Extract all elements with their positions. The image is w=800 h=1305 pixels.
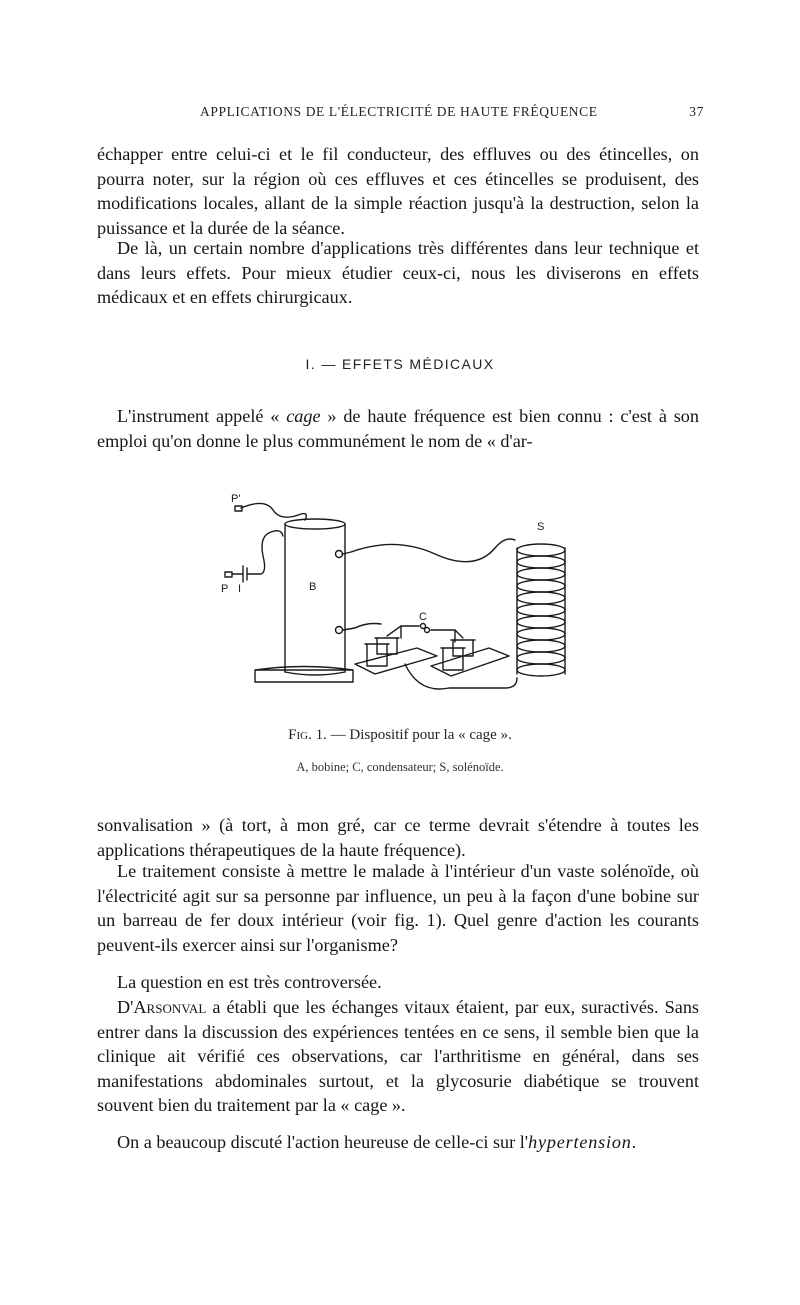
instrument-text-italic: cage — [286, 406, 321, 426]
paragraph-applications-text: De là, un certain nombre d'applications très différentes dans leur technique et dans leurs effets. Pour mieux étudier ceux-ci, nous les diviserons en effets médicaux et en effets chirurgicaux. — [97, 238, 699, 308]
wire-bottom-to-condenser — [343, 624, 381, 631]
paragraph-applications — [97, 236, 699, 310]
figure-cage-apparatus — [205, 488, 595, 708]
figure-legend: A, bobine; C, condensateur; S, solénoïde. — [296, 760, 504, 774]
author-name: D'Arsonval — [117, 997, 207, 1017]
wire-condenser-to-solenoid — [405, 664, 517, 689]
figure-caption-text: — Dispositif pour la « cage ». — [326, 727, 512, 743]
coil-top — [285, 519, 345, 529]
figure-caption — [0, 727, 800, 744]
running-header-title: APPLICATIONS DE L'ÉLECTRICITÉ DE HAUTE FRÉQUENCE — [200, 104, 598, 119]
solenoid-coil — [517, 544, 565, 676]
p-terminal — [225, 572, 232, 577]
p-prime-wire — [241, 503, 306, 520]
page-number: 37 — [689, 104, 704, 119]
label-p-prime: P' — [231, 493, 241, 505]
hypertension-text-after: . — [631, 1132, 637, 1152]
label-c: C — [419, 611, 427, 623]
wire-top-to-solenoid — [343, 539, 515, 562]
label-s: S — [537, 521, 545, 533]
instrument-text-before: L'instrument appelé « — [117, 406, 287, 426]
paragraph-question-text: La question en est très controversée. — [117, 972, 382, 992]
figure-number: Fig. 1. — [288, 727, 327, 743]
hypertension-text-before: On a beaucoup discuté l'action heureuse de celle-ci sur l' — [117, 1132, 529, 1152]
label-i: I — [238, 583, 242, 595]
paragraph-arsonval — [97, 995, 699, 1118]
paragraph-continuation: échapper entre celui-ci et le fil conducteur, des effluves ou des étincelles, on pourra noter, sur la région où ces effluves et ces étincelles se produisent, des modifications locales, allant de la simple réaction jusqu'à la destruction, selon la puissance et la durée de la séance. — [97, 144, 699, 238]
section-heading: I. — EFFETS MÉDICAUX — [305, 356, 495, 372]
instrument-text-after: » de haute fréquence est bien connu : c'est à son emploi qu'on donne le plus communément le nom de « d'ar- — [97, 406, 699, 451]
label-p: P — [221, 583, 229, 595]
paragraph-hypertension — [97, 1130, 699, 1155]
paragraph-traitement-text: Le traitement consiste à mettre le malade à l'intérieur d'un vaste solénoïde, où l'électricité agit sur sa personne par influence, un peu à la façon d'une bobine sur un barreau de fer doux intérieur (voir fig. 1). Quel genre d'action les courants peuvent-ils exercer ainsi sur l'organisme? — [97, 861, 699, 955]
hypertension-term: hypertension — [528, 1132, 632, 1152]
label-b: B — [309, 581, 317, 593]
paragraph-sonvalisation: sonvalisation » (à tort, à mon gré, car ce terme devrait s'étendre à toutes les applications thérapeutiques de la haute fréquence). — [97, 815, 699, 860]
paragraph-instrument — [97, 404, 699, 453]
coil-cylinder — [285, 524, 345, 672]
paragraph-arsonval-text: a établi que les échanges vitaux étaient, par eux, suractivés. Sans entrer dans la discussion des expériences tentées en ce sens, il semble bien que la clinique ait vérifié ces observations, car l'arthritisme en général, dans ses manifestations abdominales surtout, et la glycosurie diabétique se trouvent souvent bien du traitement par la « cage ». — [97, 997, 699, 1116]
paragraph-traitement — [97, 859, 699, 957]
paragraph-question — [97, 970, 699, 995]
